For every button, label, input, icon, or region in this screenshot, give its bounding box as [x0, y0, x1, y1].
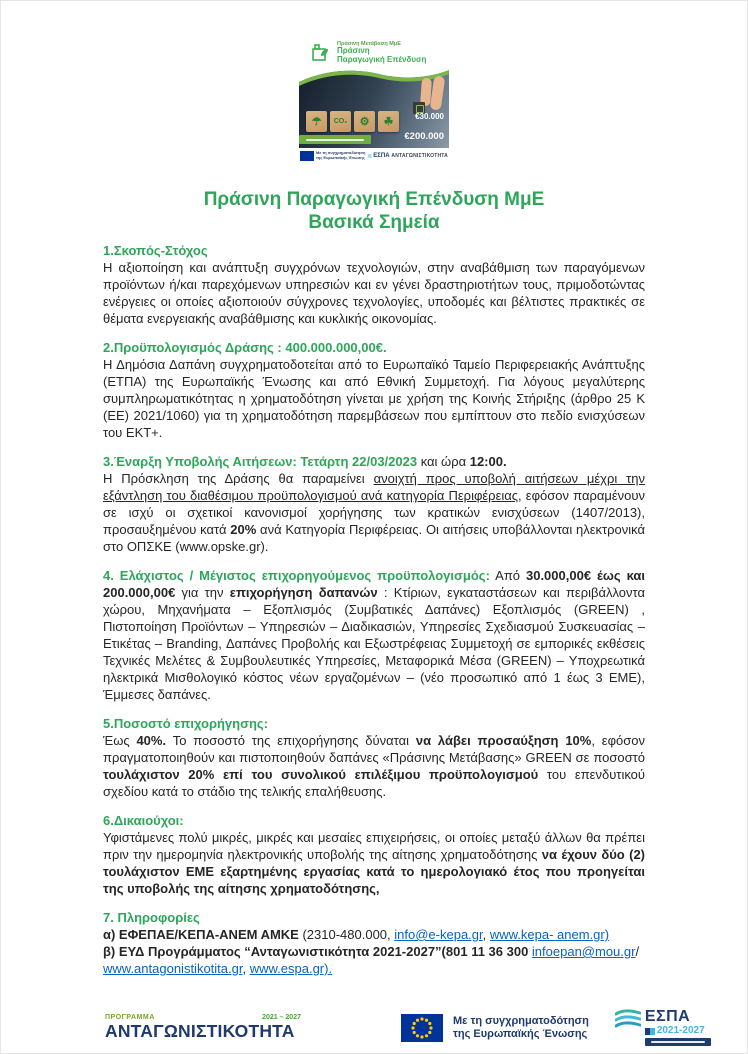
section-plirofories — [103, 909, 645, 977]
hyperlink[interactable]: info@e-kepa.gr — [394, 927, 483, 942]
footer-program-name: ΑΝΤΑΓΩΝΙΣΤΙΚΟΤΗΤΑ — [105, 1020, 295, 1041]
espa-tagline-bar — [645, 1038, 711, 1046]
footer-program-label: ΠΡΟΓΡΑΜΜΑ — [105, 1013, 155, 1021]
text-run: να έχουν δύο (2) τουλάχιστον ΕΜΕ εξαρτημένης εργασίας κατά το ημερολογιακό έτος που προηγείται της υποβολής της αίτησης χρηματοδότησης, — [103, 847, 645, 896]
eu-cofund-logo — [401, 1014, 589, 1042]
text-run: : Κτίριων, εγκαταστάσεων και περιβάλλοντα χώρου, Μηχανήματα – Εξοπλισμός (Συμβατικές Δαπάνες) Εξοπλισμός (GREEN) , Πιστοποίηση Προϊόντων – Υπηρεσιών – Διαδικασιών, Υπηρεσίες Σχεδιασμού Συσκευασίας – Ετικέτας – Branding, Δαπάνες Προβολής και Εξωστρέφειας Συμμετοχή σε εμπορικές εκθέσεις Τεχνικές Μελέτες & Συμβουλευτικές Υπηρεσίες, Μεταφορικά Μέσα (GREEN) – Υποχρεωτικά ηλεκτρικά Μισθολογικό κόστος νέων εργαζομένων – (νέο προσωπικό από 1 έως 3 ΕΜΕ), Έμμεσες δαπάνες. — [103, 585, 646, 702]
text-run: επιχορήγηση δαπανών — [229, 585, 378, 600]
paragraph — [103, 470, 645, 555]
paragraph — [103, 259, 645, 327]
espa-logo — [615, 1009, 711, 1046]
co2-icon: CO₂ — [330, 111, 351, 132]
page-title-line1: Πράσινη Παραγωγική Επένδυση ΜμΕ — [203, 189, 545, 210]
text-run: 3.Έναρξη Υποβολής Αιτήσεων: Τετάρτη 22/03/2023 — [103, 454, 421, 469]
text-run: 1.Σκοπός-Στόχος — [103, 243, 208, 258]
text-run: ανά Κατηγορία Περιφέρειας. Οι αιτήσεις υποβάλλονται ηλεκτρονικά στο ΟΠΣΚΕ (www.opske.gr). — [103, 522, 645, 554]
text-run: Η Δημόσια Δαπάνη συγχρηματοδοτείται από το Ευρωπαϊκό Ταμείο Περιφερειακής Ανάπτυξης (ΕΤΠΑ) της Ευρωπαϊκής Ένωσης και από Εθνική Συμμετοχή. Για λόγους μεγαλύτερης συμπληρωματικότητας η χρηματοδότηση γίνεται με χρήση της Κοινής Στήριξης (άρθρο 25 Κ (ΕΕ) 2021/1060) για τη χρηματοδότηση παρεμβάσεων που εμπίπτουν στο πεδίο ενισχύσεων του ΕΚΤ+. — [103, 357, 645, 440]
text-run: Έως — [103, 733, 137, 748]
banner-price-min: €30.000 — [415, 112, 444, 121]
hyperlink[interactable]: infoepan@mou.gr — [531, 944, 636, 959]
umbrella-icon: ☂ — [306, 111, 327, 132]
text-run: , εφόσον πραγματοποιηθούν και πιστοποιηθούν δαπάνες «Πράσινης Μετάβασης» GREEN σε ποσοστό — [103, 733, 645, 765]
paragraph — [103, 829, 645, 897]
program-logo — [105, 1014, 301, 1041]
text-run: β) ΕΥΔ Προγράμματος “Ανταγωνιστικότητα 2021-2027”(801 11 36 300 — [103, 944, 532, 959]
leaf-icon: ☘ — [378, 111, 399, 132]
hyperlink[interactable]: www.espa.gr). — [249, 961, 333, 976]
text-run: Η αξιοποίηση και ανάπτυξη συγχρόνων τεχνολογιών, στην αναβάθμιση των παραγόμενων προϊόντων ή/και παρεχόμενων υπηρεσιών και εν γένει δραστηριοτήτων τους, πριμοδοτώντας ενέργειες οι οποίες αξιοποιούν σύγχρονες τεχνολογίες, υποδομές και βέλτιστες πρακτικές σε θέματα ενεργειακής αναβάθμισης και κυκλικής οικονομίας. — [103, 260, 645, 326]
text-run: , — [482, 927, 490, 942]
page-title-line2: Βασικά Σημεία — [308, 212, 440, 233]
section-skopos-stoxos — [103, 242, 645, 327]
wooden-blocks — [306, 111, 399, 132]
text-run: 20% — [230, 522, 257, 537]
text-run: Το ποσοστό της επιχορήγησης δύναται — [166, 733, 416, 748]
section-enarxi-ypovolis — [103, 453, 645, 555]
text-run: ανοιχτή προς υποβολή αιτήσεων μέχρι την εξάντληση του διαθέσιμου προϋπολογισμού ανά κατηγορία Περιφέρειας — [103, 471, 646, 503]
paragraph — [103, 567, 645, 703]
text-run: 30.000,00€ έως και 200.000,00€ — [103, 568, 645, 600]
gear-icon: ⚙ — [354, 111, 375, 132]
footer-espa-years: 2021-2027 — [645, 1026, 711, 1036]
text-run: Η Πρόσκληση της Δράσης θα παραμείνει — [103, 471, 374, 486]
banner-logo-strip — [299, 148, 449, 164]
section-heading — [103, 453, 645, 470]
text-run: , — [242, 961, 250, 976]
factory-leaf-icon — [311, 42, 333, 64]
text-run: 40%. — [136, 733, 167, 748]
sections-container — [103, 242, 645, 977]
espa-waves-icon: ≋ — [367, 153, 373, 160]
program-banner — [299, 36, 449, 164]
banner-logo-line2: Παραγωγική Επένδυση — [337, 54, 427, 64]
text-run: για την — [175, 585, 230, 600]
hyperlink[interactable]: www.kepa- anem.gr) — [489, 927, 610, 942]
text-run: 6.Δικαιούχοι: — [103, 813, 184, 828]
text-run: 2.Προϋπολογισμός Δράσης : 400.000.000,00€. — [103, 340, 387, 355]
banner-logo-line1: Πράσινη — [337, 46, 370, 56]
section-proypologismos-drasis — [103, 339, 645, 441]
text-run: του επενδυτικού σχεδίου κατά το στάδιο της τελικής επαλήθευσης. — [103, 767, 646, 799]
espa-logo-mini: ≋ ΕΣΠΑ — [367, 153, 390, 160]
banner-photo — [299, 70, 449, 148]
eu-flag-icon — [401, 1014, 443, 1042]
section-dikaiouxoi — [103, 812, 645, 897]
section-heading — [103, 909, 645, 926]
footer-cofund-text: Με τη συγχρηματοδότηση της Ευρωπαϊκής Ένωσης — [453, 1014, 589, 1040]
banner-price-max: €200.000 — [404, 131, 444, 142]
text-run: 5.Ποσοστό επιχορήγησης: — [103, 716, 269, 731]
paragraph — [103, 732, 645, 800]
section-heading — [103, 339, 645, 356]
section-heading — [103, 242, 645, 259]
paragraph — [103, 943, 645, 977]
green-ribbon — [299, 135, 371, 144]
document-content — [0, 188, 748, 977]
text-run: (2310-480.000, — [298, 927, 395, 942]
banner-cofund-text: Με τη συγχρηματοδότηση της Ευρωπαϊκής Ένωσης — [316, 150, 366, 160]
text-run: 12:00. — [469, 454, 507, 469]
eu-flag-icon — [300, 151, 314, 161]
banner-logo — [299, 36, 449, 70]
text-run: να λάβει προσαύξηση 10% — [415, 733, 592, 748]
text-run: 7. Πληροφορίες — [103, 910, 200, 925]
text-run: , εφόσον παραμένουν σε ισχύ οι σχετικοί κανονισμοί χορήγησης των κρατικών ενισχύσεων (1407/2013), προσαυξημένου κατά — [103, 488, 645, 537]
section-pososto-epixorigisis — [103, 715, 645, 800]
banner-logo-tagline: Πράσινη Μετάβαση ΜμΕ — [337, 40, 401, 47]
section-heading — [103, 812, 645, 829]
section-heading — [103, 715, 645, 732]
text-run: / — [635, 944, 640, 959]
page-title — [103, 188, 645, 234]
page-footer — [0, 1009, 748, 1046]
text-run: τουλάχιστον 20% επί του συνολικού επιλέξιμου προϋπολογισμού — [103, 767, 539, 782]
hyperlink[interactable]: www.antagonistikotita.gr — [103, 961, 243, 976]
section-elaxistos-megistos — [103, 567, 645, 703]
text-run: α) ΕΦΕΠΑΕ/ΚΕΠΑ-ΑΝΕΜ ΑΜΚΕ — [103, 927, 299, 942]
text-run: Από — [489, 568, 526, 583]
espa-waves-icon — [615, 1009, 641, 1031]
paragraph — [103, 356, 645, 441]
text-run: Υφιστάμενες πολύ μικρές, μικρές και μεσαίες επιχειρήσεις, οι οποίες μεταξύ άλλων θα πρέπει πριν την ημερομηνία ηλεκτρονικής υποβολής της αίτησης χρηματοδότησης — [103, 830, 645, 862]
text-run: 4. Ελάχιστος / Μέγιστος επιχορηγούμενος προϋπολογισμός: — [103, 568, 490, 583]
footer-program-years: 2021 – 2027 — [262, 1013, 301, 1021]
text-run: και ώρα — [420, 454, 470, 469]
paragraph — [103, 926, 645, 943]
banner-competitiveness-label: ΑΝΤΑΓΩΝΙΣΤΙΚΟΤΗΤΑ — [391, 153, 448, 159]
footer-espa-label: ΕΣΠΑ — [644, 1008, 691, 1025]
